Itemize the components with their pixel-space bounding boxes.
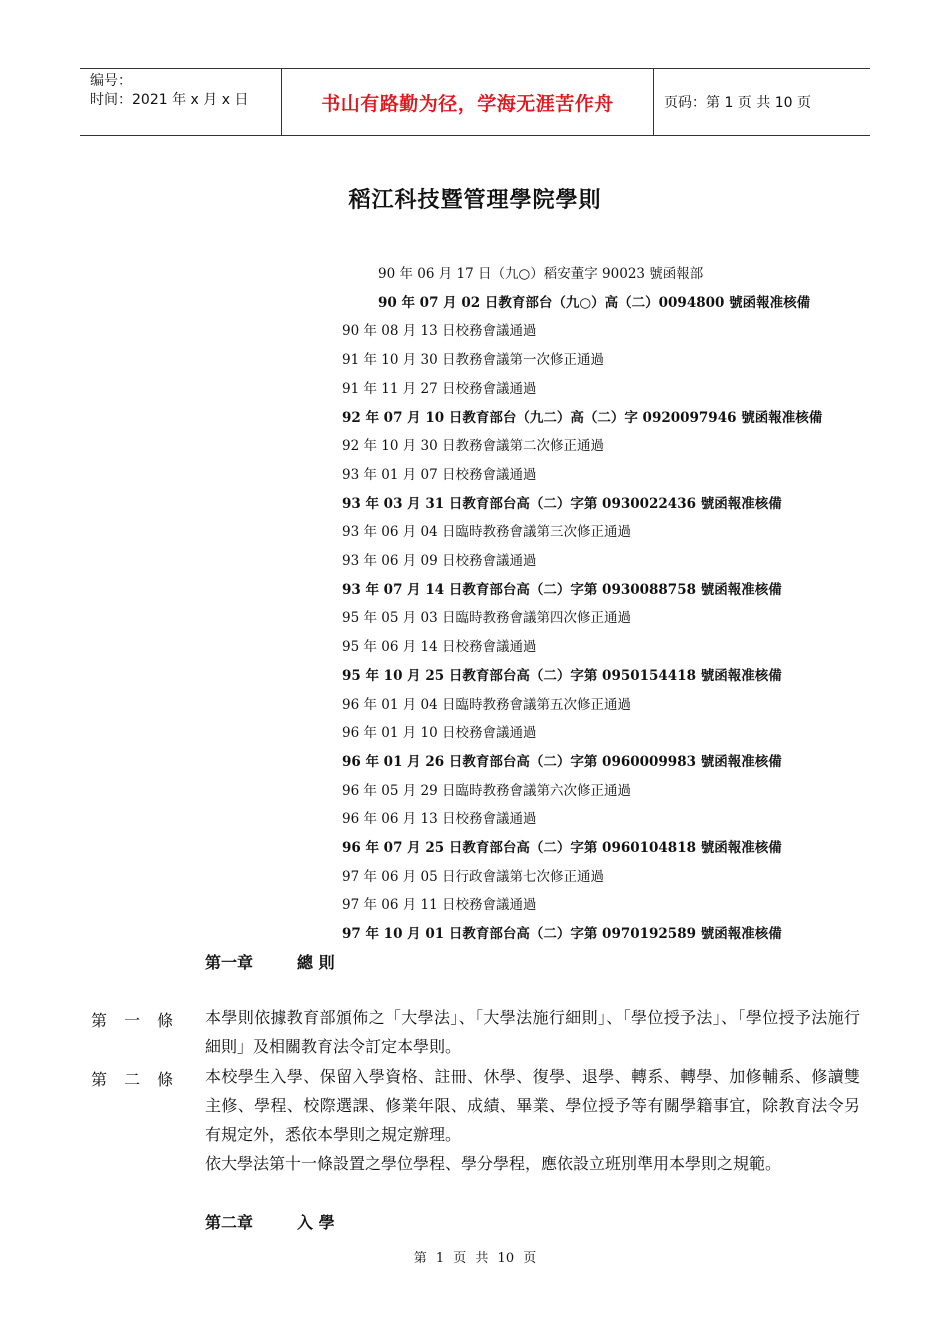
history-line: 96 年 01 月 04 日臨時教務會議第五次修正通過 [342,696,631,713]
history-line: 96 年 07 月 25 日教育部台高（二）字第 0960104818 號函報准核備 [342,840,782,856]
history-line: 96 年 06 月 13 日校務會議通過 [342,811,537,828]
history-line: 91 年 11 月 27 日校務會議通過 [342,380,537,397]
header-page-info: 页码：第 1 页 共 10 页 [664,95,811,111]
history-line: 95 年 05 月 03 日臨時教務會議第四次修正通過 [342,610,631,627]
chapter-2-name: 入 學 [297,1213,335,1232]
chapter-1-label: 第一章 [205,953,254,972]
page-footer: 第 1 页 共 10 页 [413,1251,537,1266]
history-line: 97 年 06 月 11 日校務會議通過 [342,897,537,914]
document-title: 稻江科技暨管理學院學則 [348,187,602,213]
history-line: 93 年 01 月 07 日校務會議通過 [342,466,537,483]
history-line: 93 年 07 月 14 日教育部台高（二）字第 0930088758 號函報准核備 [342,581,782,598]
history-line: 91 年 10 月 30 日教務會議第一次修正通過 [342,352,604,369]
chapter-2-heading [205,1210,335,1233]
chapter-1-name: 總 則 [297,953,335,972]
history-line: 92 年 10 月 30 日教務會議第二次修正通過 [342,438,604,455]
history-line: 97 年 10 月 01 日教育部台高（二）字第 0970192589 號函報准核備 [342,926,782,943]
history-line: 95 年 06 月 14 日校務會議通過 [342,639,537,656]
article-2-text: 本校學生入學、保留入學資格、註冊、休學、復學、退學、轉系、轉學、加修輔系、修讀雙主修、學程、校際選課、修業年限、成績、畢業、學位授予等有關學籍事宜，除教育法令另有規定外，悉依本學則之規定辦理。 [205,1067,860,1144]
history-line: 92 年 07 月 10 日教育部台（九二）高（二）字 0920097946 號函報准核備 [342,409,823,426]
history-line: 93 年 03 月 31 日教育部台高（二）字第 0930022436 號函報准核備 [342,495,782,512]
serial-label: 编号： [90,73,132,89]
date-label: 时间：2021 年 x 月 x 日 [90,92,249,108]
article-2-label: 第 二 條 [91,1070,180,1089]
article-1-text: 本學則依據教育部頒佈之「大學法」、「大學法施行細則」、「學位授予法」、「學位授予法施行細則」及相關教育法令訂定本學則。 [205,1008,860,1056]
history-line: 96 年 01 月 10 日校務會議通過 [342,725,537,742]
history-line: 95 年 10 月 25 日教育部台高（二）字第 0950154418 號函報准核備 [342,667,782,684]
history-line: 93 年 06 月 04 日臨時教務會議第三次修正通過 [342,524,631,541]
chapter-2-label: 第二章 [205,1213,254,1232]
article-2-paragraph-2: 依大學法第十一條設置之學位學程、學分學程，應依設立班別準用本學則之規範。 [205,1154,782,1173]
chapter-1-heading [205,950,335,973]
history-line: 93 年 06 月 09 日校務會議通過 [342,553,537,569]
history-line: 96 年 01 月 26 日教育部台高（二）字第 0960009983 號函報准核備 [342,753,782,770]
header-meta [80,69,281,135]
page-header [80,68,870,136]
article-1-label: 第 一 條 [91,1011,180,1030]
history-line: 90 年 07 月 02 日教育部台（九○）高（二）0094800 號函報准核備 [378,294,811,311]
history-line: 90 年 06 月 17 日（九○）稻安董字 90023 號函報部 [378,266,704,282]
history-line: 90 年 08 月 13 日校務會議通過 [342,323,537,340]
history-line: 96 年 05 月 29 日臨時教務會議第六次修正通過 [342,782,631,799]
history-line: 97 年 06 月 05 日行政會議第七次修正通過 [342,868,604,885]
header-motto: 书山有路勤为径，学海无涯苦作舟 [281,69,654,135]
